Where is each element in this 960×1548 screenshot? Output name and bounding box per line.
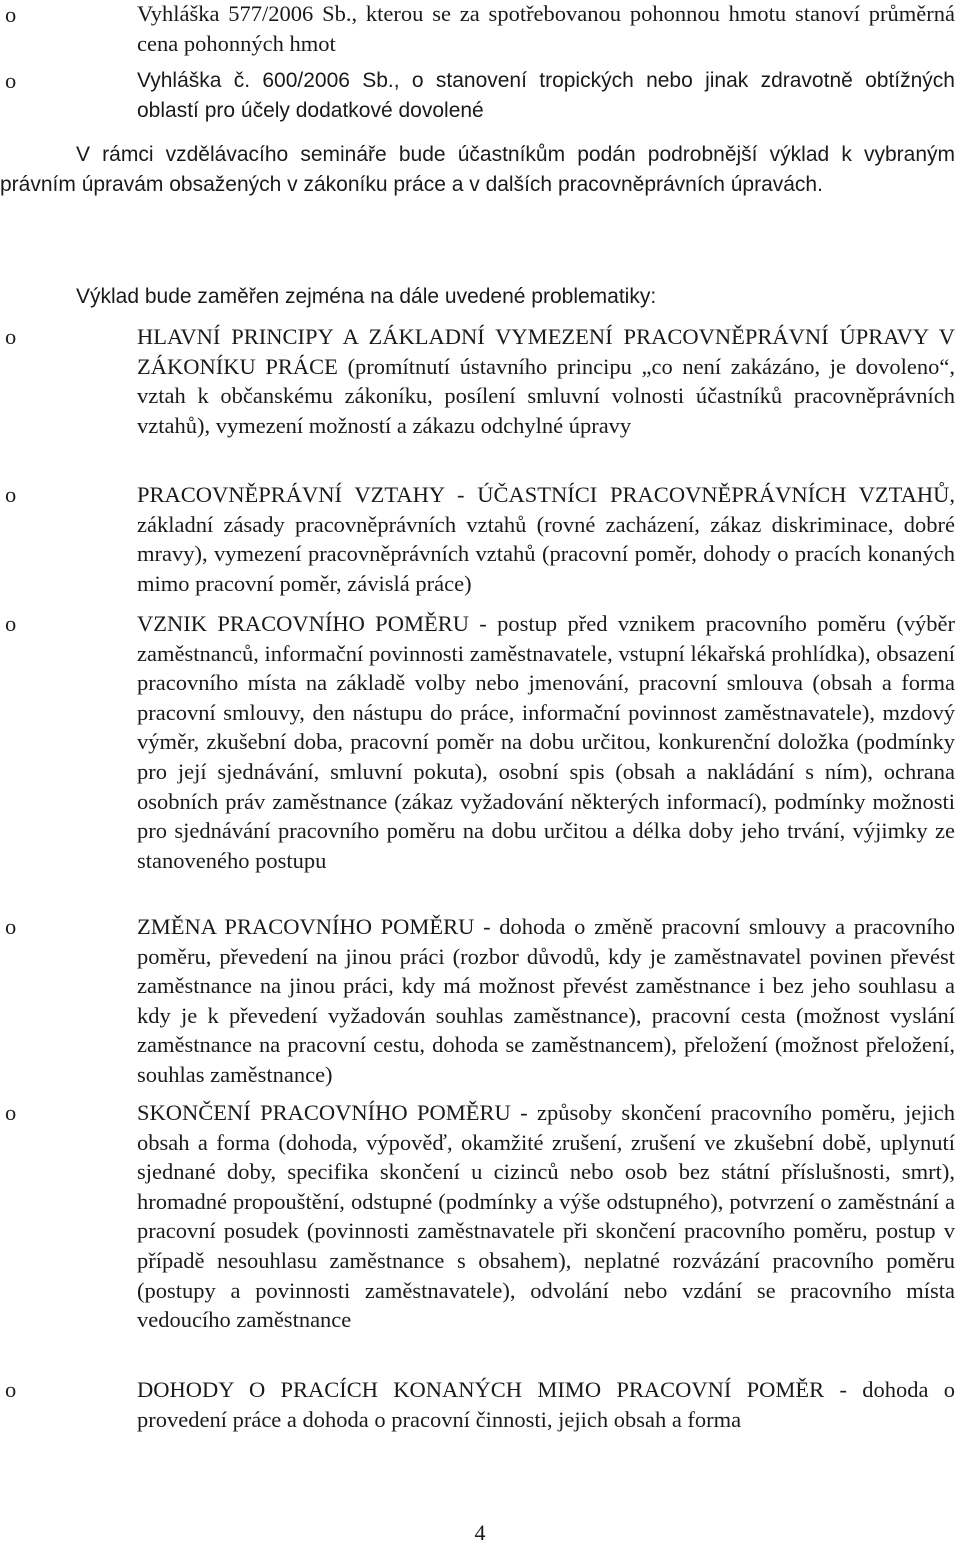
topic-text: VZNIK PRACOVNÍHO POMĚRU - postup před vznikem pracovního poměru (výběr zaměstnanců, informační povinnosti zaměstnavatele, vstupní lékařská prohlídka), obsazení pracovního místa na základě volby nebo jmenování, pracovní smlouva (obsah a forma pracovní smlouvy, den nástupu do práce, informační povinnost zaměstnavatele), mzdový výměr, zkušební doba, pracovní poměr na dobu určitou, konkurenční doložka (podmínky pro její sjednávání, smluvní pokuta), osobní spis (obsah a nakládání s ním), ochrana osobních práv zaměstnance (zákaz vyžadování některých informací), podmínky možnosti pro sjednávání pracovního poměru na dobu určitou a délka doby jeho trvání, výjimky ze stanoveného postupu [137,611,955,873]
topic-text: HLAVNÍ PRINCIPY A ZÁKLADNÍ VYMEZENÍ PRACOVNĚPRÁVNÍ ÚPRAVY V ZÁKONÍKU PRÁCE (promítnutí ústavního principu „co není zakázáno, je dovoleno“, vztah k občanskému zákoníku, posílení smluvní volnosti účastníků pracovněprávních vztahů), vymezení možností a zákazu odchylné úpravy [137,324,955,438]
list-item-text: Vyhláška č. 600/2006 Sb., o stanovení tropických nebo jinak zdravotně obtížných oblastí pro účely dodatkové dovolené [137,69,955,122]
bullet: o [5,611,17,636]
bullet: o [5,324,17,349]
body-paragraph: V rámci vzdělávacího semináře bude účastníkům podán podrobnější výklad k vybraným právním úpravám obsažených v zákoníku práce a v dalších pracovněprávních úpravách. [0,143,955,196]
topic-text: PRACOVNĚPRÁVNÍ VZTAHY - ÚČASTNÍCI PRACOVNĚPRÁVNÍCH VZTAHŮ, základní zásady pracovněprávních vztahů (rovné zacházení, zákaz diskriminace, dobré mravy), vymezení pracovněprávních vztahů (pracovní poměr, dohody o pracích konaných mimo pracovní poměr, závislá práce) [137,482,955,596]
topic-text: DOHODY O PRACÍCH KONANÝCH MIMO PRACOVNÍ POMĚR - dohoda o provedení práce a dohoda o pracovní činnosti, jejich obsah a forma [137,1377,955,1432]
bullet: o [5,1100,17,1125]
topic-text: SKONČENÍ PRACOVNÍHO POMĚRU - způsoby skončení pracovního poměru, jejich obsah a forma (dohoda, výpověď, okamžité zrušení, zrušení ve zkušební době, uplynutí sjednané doby, specifika skončení u cizinců nebo osob bez státní příslušnosti, smrt), hromadné propouštění, odstupné (podmínky a výše odstupného), potvrzení o zaměstnání a pracovní posudek (povinnosti zaměstnavatele při skončení pracovního poměru, postup v případě nesouhlasu zaměstnance s obsahem), neplatné rozvázání pracovního poměru (postupy a povinnosti zaměstnavatele), odvolání nebo vzdání se pracovního místa vedoucího zaměstnance [137,1100,955,1333]
list-item-text: Vyhláška 577/2006 Sb., kterou se za spotřebovanou pohonnou hmotu stanoví průměrná cena pohonných hmot [137,1,955,56]
bullet: o [5,68,17,93]
bullet: o [5,1377,17,1402]
bullet: o [5,2,17,27]
page-number: 4 [474,1520,486,1545]
topics-intro: Výklad bude zaměřen zejména na dále uvedené problematiky: [76,285,657,308]
bullet: o [5,482,17,507]
bullet: o [5,914,17,939]
topic-text: ZMĚNA PRACOVNÍHO POMĚRU - dohoda o změně pracovní smlouvy a pracovního poměru, převedení na jinou práci (rozbor důvodů, kdy je zaměstnavatel povinen převést zaměstnance na jinou práci, kdy má možnost převést zaměstnance i bez jeho souhlasu a kdy je k převedení vyžadován souhlas zaměstnance), pracovní cesta (možnost vyslání zaměstnance na pracovní cestu, dohoda se zaměstnancem), přeložení (možnost přeložení, souhlas zaměstnance) [137,914,955,1087]
